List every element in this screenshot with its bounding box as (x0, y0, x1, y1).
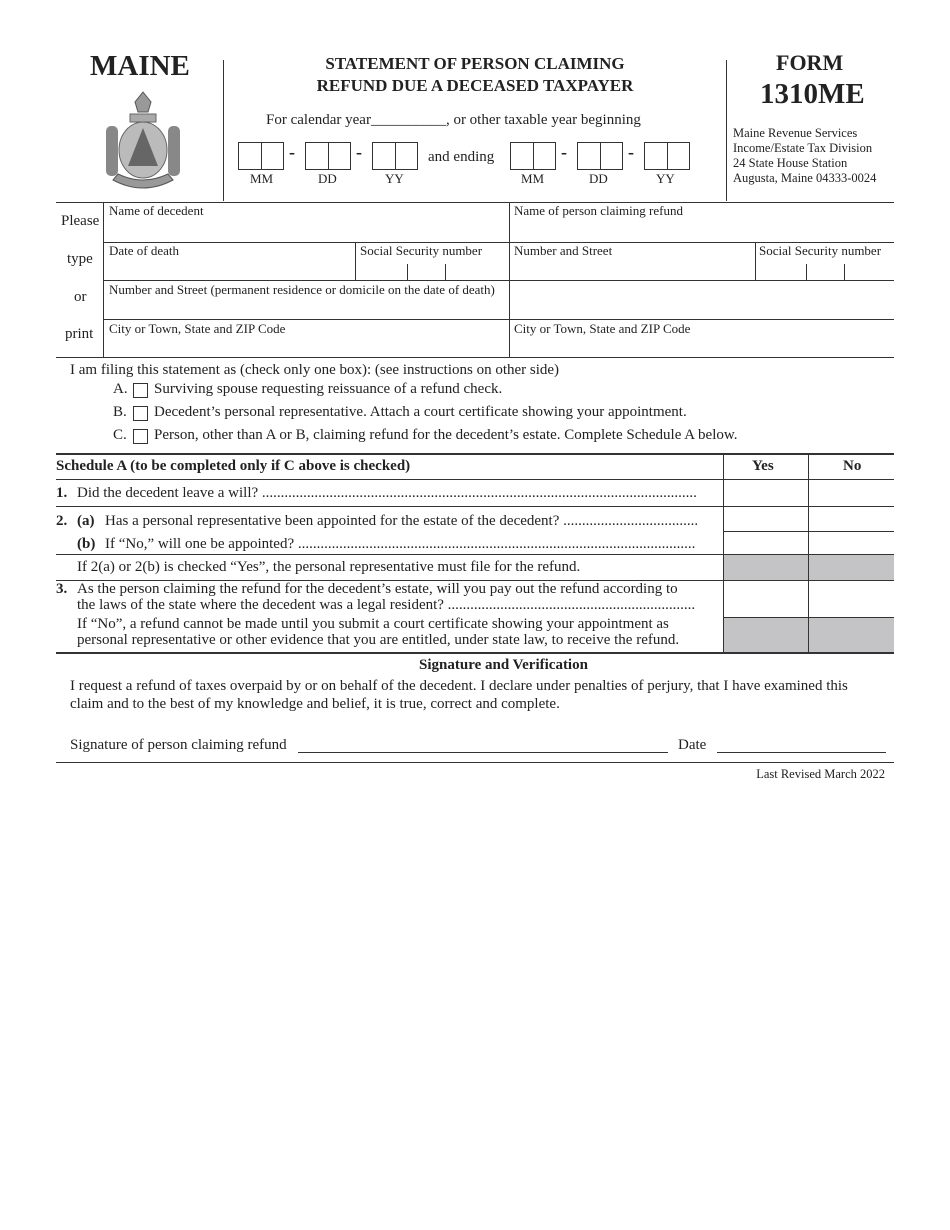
claimant-ssn-field[interactable]: Social Security number (759, 243, 882, 258)
q1-number: 1. (56, 485, 68, 501)
q2b-label: (b) (77, 536, 96, 552)
q2a-yes-box[interactable] (723, 506, 808, 531)
q2-number: 2. (56, 513, 68, 529)
option-b-label: Decedent’s personal representative. Attach a court certificate showing your appointment. (154, 404, 687, 420)
decedent-street-field[interactable]: Number and Street (permanent residence or domicile on the date of death) (109, 282, 495, 297)
option-a-label: Surviving spouse requesting reissuance of a refund check. (154, 381, 503, 397)
declaration-text: I request a refund of taxes overpaid by or on behalf of the decedent. I declare under penalties of perjury, that I have examined this claim and to the best of my knowledge and belief, it is true, correct and complete. (70, 678, 848, 712)
option-b-letter: B. (113, 404, 127, 420)
q2a-label: (a) (77, 513, 95, 529)
q3-text: As the person claiming the refund for the decedent’s estate, will you pay out the refund according to the laws of the state where the decedent was a legal resident? .................................................................. (77, 581, 696, 613)
side-label-please: Please (61, 213, 100, 229)
option-c-letter: C. (113, 427, 127, 443)
begin-day-input[interactable] (305, 142, 351, 170)
state-name: MAINE (90, 50, 190, 82)
end-day-input[interactable] (577, 142, 623, 170)
calendar-year-text: For calendar year__________, or other taxable year beginning (266, 112, 641, 128)
decedent-city-field[interactable]: City or Town, State and ZIP Code (109, 321, 286, 336)
yes-header: Yes (752, 458, 774, 474)
yy-label: YY (385, 171, 404, 186)
and-ending-label: and ending (428, 149, 495, 165)
claimant-street-field[interactable]: Number and Street (514, 243, 613, 258)
claimant-city-field[interactable]: City or Town, State and ZIP Code (514, 321, 691, 336)
option-a-checkbox[interactable] (133, 383, 148, 398)
form-label: FORM (776, 50, 844, 75)
form-page: MAINE STATEMENT OF PERSON CLAIMING REFUND DUE A DECEASED TAXPAYER For calendar year__________, or other taxable year beginning - - MM DD YY and ending - - MM DD YY FORM 1310ME Maine Revenue Services Income/Estate Tax Division 24 State House Station Augusta, Maine 04333-0024 Please type or print Name of decedent Date of death Social Security number Number and Street (permanent residence or domicile on the date of death) City or Town, State and ZIP Code Name of person claiming refund Number and Street Social Security number City or Town, State and ZIP Code I am filing this statement as (check only one box): (see instructions on other side) A. Surviving spouse requesting reissuance of a refund check. B. Decedent’s personal representative. Attach a court certificate showing your appointment. C. Person, other than A or B, claiming refund for the decedent’s estate. Complete Schedule A below. Schedule A (to be completed only if C above is checked) Yes No 1. Did the decedent leave a will? .................................................................................................................... 2. (a) Has a personal representative been appointed for the estate of the decedent? .................................... (b) If “No,” will one be appointed? .......................................................................................................... If 2(a) or 2(b) is checked “Yes”, the personal representative must file for the refund. 3. As the person claiming the refund for the decedent’s estate, will you pay out the refund according to the laws of the state where the decedent was a legal resident? .................................................................. If “No”, a refund cannot be made until you submit a court certificate showing your appointment as personal representative or other evidence that you are entitled, under state law, to receive the refund. Signature and Verification I request a refund of taxes overpaid by or on behalf of the decedent. I declare under penalties of perjury, that I have examined this claim and to the best of my knowledge and belief, it is true, correct and complete. Signature of person claiming refund Date Last Revised March 2022 (0, 0, 950, 1230)
option-b-checkbox[interactable] (133, 406, 148, 421)
q2a-text: Has a personal representative been appointed for the estate of the decedent? .................................... (105, 513, 699, 529)
q2-note: If 2(a) or 2(b) is checked “Yes”, the personal representative must file for the refund. (77, 559, 581, 575)
q3-yes-box[interactable] (723, 580, 808, 617)
dd-label: DD (318, 171, 337, 186)
filing-intro: I am filing this statement as (check only one box): (see instructions on other side) (70, 362, 560, 378)
q3-note: If “No”, a refund cannot be made until you submit a court certificate showing your appointment as personal representative or other evidence that you are entitled, under state law, to receive the refund. (77, 616, 680, 648)
q1-no-box[interactable] (808, 479, 894, 506)
revision-date: Last Revised March 2022 (756, 767, 885, 781)
side-label-print: print (65, 326, 94, 342)
form-number: 1310ME (760, 78, 865, 110)
end-year-input[interactable] (644, 142, 690, 170)
q3-no-box[interactable] (808, 580, 894, 617)
q2a-no-box[interactable] (808, 506, 894, 531)
option-c-label: Person, other than A or B, claiming refund for the decedent’s estate. Complete Schedule A below. (154, 427, 738, 443)
q1-yes-box[interactable] (723, 479, 808, 506)
dd-label: DD (589, 171, 608, 186)
agency-address: Maine Revenue Services Income/Estate Tax Division 24 State House Station Augusta, Maine 04333-0024 (733, 126, 877, 185)
decedent-ssn-field[interactable]: Social Security number (360, 243, 483, 258)
q2b-yes-box[interactable] (723, 531, 808, 554)
date-label: Date (678, 737, 707, 753)
schedule-a-title: Schedule A (to be completed only if C above is checked) (56, 458, 411, 474)
begin-year-input[interactable] (372, 142, 418, 170)
q3-number: 3. (56, 581, 68, 597)
date-line[interactable] (717, 752, 886, 753)
side-label-or: or (74, 289, 87, 305)
decedent-name-field[interactable]: Name of decedent (109, 203, 204, 218)
signature-line[interactable] (298, 752, 668, 753)
end-month-input[interactable] (510, 142, 556, 170)
claimant-name-field[interactable]: Name of person claiming refund (514, 203, 683, 218)
mm-label: MM (250, 171, 274, 186)
q2b-no-box[interactable] (808, 531, 894, 554)
form-title (230, 53, 720, 97)
yy-label: YY (656, 171, 675, 186)
side-label-type: type (67, 251, 93, 267)
title-line-1: STATEMENT OF PERSON CLAIMING (325, 54, 625, 73)
mm-label: MM (521, 171, 545, 186)
no-header: No (843, 458, 862, 474)
begin-month-input[interactable] (238, 142, 284, 170)
date-of-death-field[interactable]: Date of death (109, 243, 180, 258)
option-c-checkbox[interactable] (133, 429, 148, 444)
maine-seal-icon (98, 88, 188, 194)
signature-label: Signature of person claiming refund (70, 737, 287, 753)
signature-heading: Signature and Verification (419, 657, 588, 673)
title-line-2: REFUND DUE A DECEASED TAXPAYER (316, 76, 634, 95)
q1-text: Did the decedent leave a will? .................................................................................................................... (77, 485, 697, 501)
q2b-text: If “No,” will one be appointed? .......................................................................................................... (105, 536, 696, 552)
option-a-letter: A. (113, 381, 128, 397)
